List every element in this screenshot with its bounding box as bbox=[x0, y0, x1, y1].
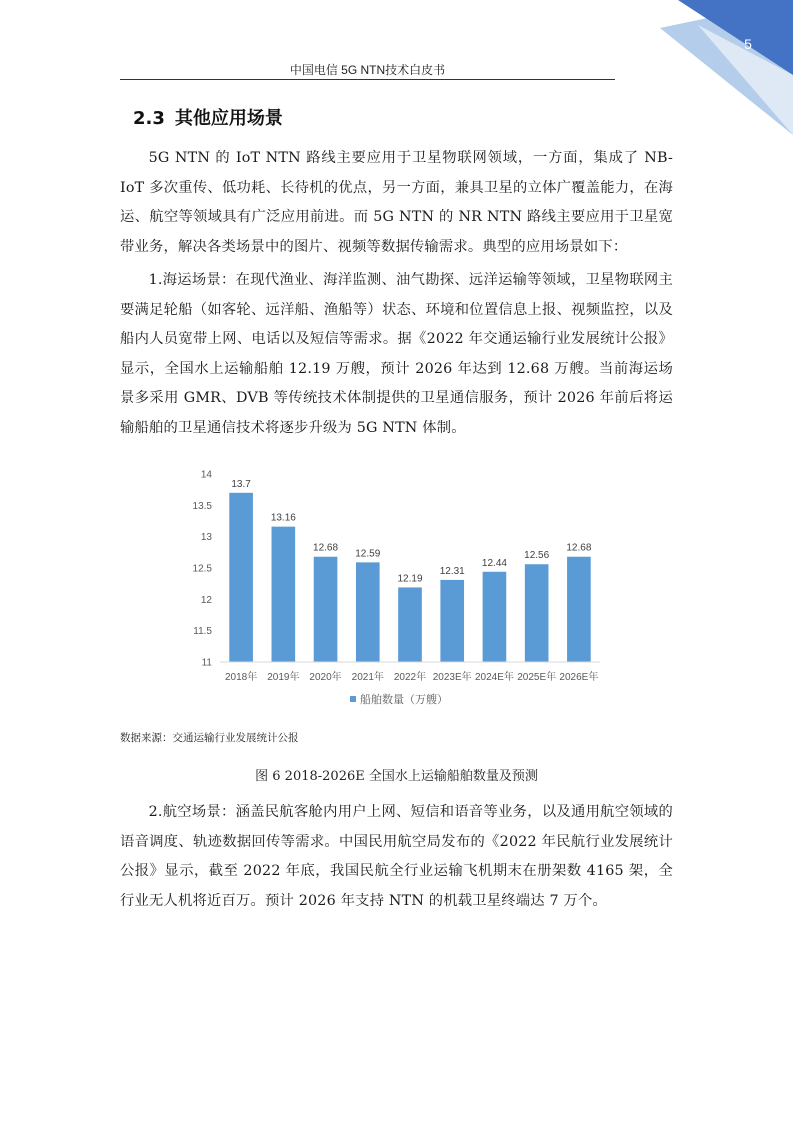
data-label: 12.68 bbox=[566, 542, 592, 554]
bar-2022年 bbox=[398, 587, 422, 662]
bar-2024E年 bbox=[483, 572, 507, 662]
x-axis bbox=[225, 670, 598, 683]
data-label: 12.44 bbox=[481, 557, 507, 569]
x-tick-label: 2025E年 bbox=[517, 672, 557, 683]
x-tick-label: 2024E年 bbox=[474, 672, 514, 683]
data-label: 12.19 bbox=[397, 573, 423, 585]
y-tick-label: 11 bbox=[201, 657, 212, 669]
legend-swatch bbox=[350, 696, 356, 702]
paragraph-intro: 5G NTN 的 IoT NTN 路线主要应用于卫星物联网领域，一方面，集成了 NB-IoT 多次重传、低功耗、长待机的优点，另一方面，兼具卫星的立体广覆盖能力，在海运、航空等领域具有广泛应用前进。而 5G NTN 的 NR NTN 路线主要应用于卫星宽带业务，解决各类场景中的图片、视频等数据传输需求。典型的应用场景如下： bbox=[120, 150, 673, 255]
bar-2020年 bbox=[314, 557, 338, 662]
bar-2019年 bbox=[272, 527, 296, 662]
data-label: 12.59 bbox=[355, 548, 381, 560]
y-tick-label: 12 bbox=[200, 594, 212, 606]
figure-source: 数据来源：交通运输行业发展统计公报 bbox=[120, 732, 299, 744]
chart-legend bbox=[350, 692, 448, 706]
y-axis bbox=[193, 470, 213, 669]
section-title: 其他应用场景 bbox=[174, 108, 283, 129]
figure-caption: 图 6 2018-2026E 全国水上运输船舶数量及预测 bbox=[255, 769, 538, 784]
y-tick-label: 13 bbox=[200, 532, 212, 544]
y-tick-label: 12.5 bbox=[192, 563, 212, 575]
x-tick-label: 2023E年 bbox=[432, 672, 472, 683]
data-label: 13.16 bbox=[270, 512, 296, 524]
bar-2018年 bbox=[229, 493, 253, 662]
data-label: 12.56 bbox=[524, 550, 550, 562]
y-tick-label: 14 bbox=[200, 469, 212, 481]
y-tick-label: 11.5 bbox=[193, 626, 212, 638]
bar-2025E年 bbox=[525, 564, 549, 662]
x-tick-label: 2020年 bbox=[309, 672, 342, 683]
x-tick-label: 2018年 bbox=[224, 672, 258, 683]
x-tick-label: 2021年 bbox=[351, 672, 384, 683]
section-number: 2.3 bbox=[133, 108, 165, 129]
x-tick-label: 2022年 bbox=[393, 672, 427, 683]
corner-decoration bbox=[638, 0, 793, 135]
legend-label: 船舶数量（万艘） bbox=[360, 694, 448, 706]
bar-2023E年 bbox=[440, 580, 464, 662]
paragraph-maritime: 1.海运场景：在现代渔业、海洋监测、油气勘探、远洋运输等领域，卫星物联网主要满足轮船（如客轮、远洋船、渔船等）状态、环境和位置信息上报、视频监控，以及船内人员宽带上网、电话以及短信等需求。据《2022 年交通运输行业发展统计公报》显示，全国水上运输船舶 12.19 万艘，预计 2026 年达到 12.68 万艘。当前海运场景多采用 GMR、DVB 等传统技术体制提供的卫星通信服务，预计 2026 年前后将运输船舶的卫星通信技术将逐步升级为 5G NTN 体制。 bbox=[120, 272, 673, 436]
x-tick-label: 2026E年 bbox=[559, 672, 599, 683]
paragraph-aviation: 2.航空场景：涵盖民航客舱内用户上网、短信和语音等业务，以及通用航空领域的语音调度、轨迹数据回传等需求。中国民用航空局发布的《2022 年民航行业发展统计公报》显示，截至 2022 年底，我国民航全行业运输飞机期末在册架数 4165 架，全行业无人机将近百万。预计 2026 年支持 NTN 的机载卫星终端达 7 万个。 bbox=[120, 804, 673, 909]
ship-count-bar-chart bbox=[180, 458, 610, 718]
running-header: 中国电信 5G NTN技术白皮书 bbox=[289, 63, 446, 77]
y-tick-label: 13.5 bbox=[192, 500, 212, 512]
page-number: 5 bbox=[744, 36, 752, 52]
x-tick-label: 2019年 bbox=[267, 672, 300, 683]
section-heading bbox=[133, 104, 283, 130]
data-label: 12.31 bbox=[439, 565, 465, 577]
data-label: 12.68 bbox=[313, 542, 339, 554]
bar-2026E年 bbox=[567, 557, 591, 662]
data-label: 13.7 bbox=[231, 478, 251, 490]
header-rule bbox=[120, 79, 615, 80]
bar-2021年 bbox=[356, 562, 380, 662]
